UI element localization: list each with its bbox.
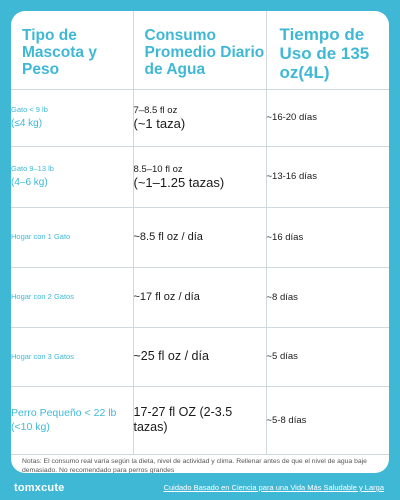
pet-label: Hogar con 3 Gatos bbox=[11, 351, 74, 361]
consumption-value: ~25 fl oz / día bbox=[133, 349, 209, 363]
table-row bbox=[11, 89, 389, 146]
water-consumption-table bbox=[11, 11, 389, 455]
consumption-cell bbox=[133, 327, 266, 386]
consumption-value: 7–8.5 fl oz bbox=[133, 104, 178, 116]
consumption-value: ~8.5 fl oz / día bbox=[133, 230, 203, 243]
header-usage-time: Tiempo de Uso de 135 oz(4L) bbox=[266, 11, 389, 89]
consumption-cell bbox=[133, 146, 266, 207]
table-row bbox=[11, 207, 389, 267]
footnote: Notas: El consumo real varía según la dieta, nivel de actividad y clima. Rellenar antes de que el nivel de agua baje demasiado. No recomendado para perros grandes bbox=[22, 458, 367, 473]
info-card bbox=[11, 11, 389, 473]
consumption-extra: (~1 taza) bbox=[133, 115, 186, 131]
consumption-cell bbox=[133, 89, 266, 146]
brand-logo: tomxcute bbox=[14, 482, 65, 494]
header-daily-consumption: Consumo Promedio Diario de Agua bbox=[133, 11, 266, 89]
header-pet-type: Tipo de Mascota y Peso bbox=[11, 11, 133, 89]
table-row bbox=[11, 267, 389, 327]
table-row bbox=[11, 386, 389, 454]
pet-weight: (4–6 kg) bbox=[11, 176, 48, 188]
usage-time-cell: ~8 días bbox=[266, 267, 389, 327]
pet-cell bbox=[11, 327, 133, 386]
pet-label: Hogar con 2 Gatos bbox=[11, 292, 74, 301]
usage-time-cell: ~5-8 días bbox=[266, 386, 389, 454]
pet-label: Gato < 9 lb bbox=[11, 104, 48, 114]
consumption-value: 17-27 fl OZ (2-3.5 tazas) bbox=[133, 405, 233, 434]
consumption-extra: (~1–1.25 tazas) bbox=[133, 174, 225, 190]
usage-time-cell: ~16 días bbox=[266, 207, 389, 267]
usage-time-cell: ~16-20 días bbox=[266, 89, 389, 146]
pet-cell bbox=[11, 89, 133, 146]
brand-tagline: Cuidado Basado en Ciencia para una Vida Más Saludable y Larga bbox=[163, 483, 384, 492]
consumption-cell bbox=[133, 207, 266, 267]
pet-cell bbox=[11, 146, 133, 207]
consumption-value: 8.5–10 fl oz bbox=[133, 163, 183, 175]
pet-weight: (≤4 kg) bbox=[11, 117, 43, 129]
pet-label: Gato 9–13 lb bbox=[11, 163, 54, 173]
table-row bbox=[11, 327, 389, 386]
pet-cell bbox=[11, 267, 133, 327]
consumption-cell bbox=[133, 267, 266, 327]
usage-time-cell: ~13-16 días bbox=[266, 146, 389, 207]
pet-label: Perro Pequeño < 22 lb (<10 kg) bbox=[11, 407, 117, 433]
pet-cell bbox=[11, 386, 133, 454]
consumption-value: ~17 fl oz / día bbox=[133, 290, 200, 303]
table-header-row bbox=[11, 11, 389, 89]
usage-time-cell: ~5 días bbox=[266, 327, 389, 386]
consumption-cell bbox=[133, 386, 266, 454]
pet-cell bbox=[11, 207, 133, 267]
table-row bbox=[11, 146, 389, 207]
pet-label: Hogar con 1 Gato bbox=[11, 232, 71, 241]
